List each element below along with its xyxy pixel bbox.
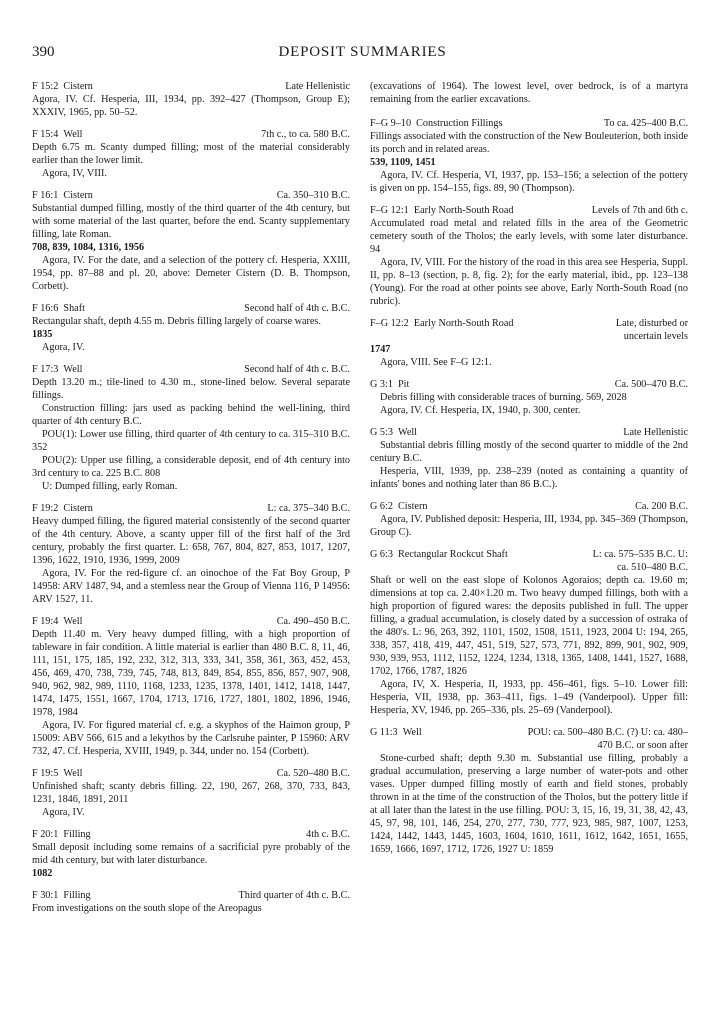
deposit-date: POU: ca. 500–480 B.C. (?) U: ca. 480–470 B.C. or soon after bbox=[527, 727, 688, 751]
deposit-reference: Agora, VIII. See F–G 12:1. bbox=[380, 357, 492, 368]
deposit-entry bbox=[370, 500, 688, 539]
deposit-date: Levels of 7th and 6th c. bbox=[591, 205, 688, 216]
deposit-reference: Agora, IV. bbox=[42, 807, 85, 818]
deposit-entry bbox=[32, 828, 350, 880]
deposit-reference: Agora, IV. Cf. Hesperia, IX, 1940, p. 300, center. bbox=[380, 405, 581, 416]
deposit-type: Well bbox=[402, 727, 422, 738]
deposit-entry bbox=[32, 889, 350, 915]
deposit-entry bbox=[32, 189, 350, 293]
deposit-reference: Hesperia, VIII, 1939, pp. 238–239 (noted as containing a quantity of infants' bones and nothing later than 86 B.C.). bbox=[370, 466, 688, 490]
deposit-entry bbox=[32, 502, 350, 606]
deposit-description: Substantial debris filling mostly of the second quarter to middle of the 2nd century B.C. bbox=[370, 440, 688, 464]
deposit-type: Filling bbox=[63, 829, 91, 840]
deposit-reference: Agora, IV, VIII. bbox=[42, 168, 107, 179]
deposit-date: 4th c. B.C. bbox=[306, 829, 350, 840]
deposit-date: L: ca. 375–340 B.C. bbox=[267, 503, 350, 514]
deposit-description: Depth 13.20 m.; tile-lined to 4.30 m., stone-lined below. Several separate fillings. bbox=[32, 377, 350, 401]
deposit-id: F 16:1 bbox=[32, 190, 59, 201]
deposit-entry bbox=[370, 117, 688, 195]
deposit-type: Well bbox=[63, 129, 83, 140]
deposit-reference: Agora, IV. Cf. Hesperia, VI, 1937, pp. 153–156; a selection of the pottery is given on pp. 154–155, figs. 89, 90 (Thompson). bbox=[370, 170, 688, 194]
deposit-description: Agora, IV. Cf. Hesperia, III, 1934, pp. 392–427 (Thompson, Group E); XXXIV, 1965, pp. 50–52. bbox=[32, 94, 350, 118]
deposit-entry bbox=[32, 302, 350, 354]
left-column bbox=[32, 80, 350, 924]
deposit-id: G 3:1 bbox=[370, 379, 393, 390]
deposit-type: Shaft bbox=[63, 303, 85, 314]
right-column bbox=[370, 80, 688, 865]
continued-text: (excavations of 1964). The lowest level, over bedrock, is of a martyra remaining from the earlier excavations. bbox=[370, 81, 688, 105]
deposit-id: F 15:4 bbox=[32, 129, 59, 140]
deposit-date: Late Hellenistic bbox=[623, 427, 688, 438]
deposit-reference: Agora, IV, X. Hesperia, II, 1933, pp. 456–461, figs. 5–10. Lower fill: Hesperia, VII, 1938, pp. 363–411, figs. 1–49 (Vanderpool). Upper fill: Hesperia, XV, 1946, pp. 265–336, pls. 25–69 (Vanderpool). bbox=[370, 679, 688, 716]
deposit-description: Depth 6.75 m. Scanty dumped filling; most of the material considerably earlier than the lower limit. bbox=[32, 142, 350, 166]
deposit-type: Well bbox=[63, 364, 83, 375]
deposit-id: F 17:3 bbox=[32, 364, 59, 375]
deposit-date: Ca. 200 B.C. bbox=[635, 501, 688, 512]
deposit-filling: POU(2): Upper use filling, a considerable deposit, end of 4th century into 3rd century to ca. 225 B.C. 808 bbox=[32, 455, 350, 479]
deposit-id: G 6:3 bbox=[370, 549, 393, 560]
page-number: 390 bbox=[32, 44, 55, 60]
deposit-type: Construction Fillings bbox=[416, 118, 503, 129]
deposit-entry bbox=[32, 615, 350, 758]
deposit-description: Substantial dumped filling, mostly of the third quarter of the 4th century, but with some material of the last quarter, before the end. Scanty supplementary filling, late Roman. bbox=[32, 203, 350, 240]
deposit-type: Well bbox=[398, 427, 417, 438]
deposit-date: L: ca. 575–535 B.C. U: ca. 510–480 B.C. bbox=[592, 549, 688, 573]
page-title: DEPOSIT SUMMARIES bbox=[278, 44, 447, 60]
deposit-description: Debris filling with considerable traces of burning. 569, 2028 bbox=[380, 392, 627, 403]
deposit-type: Cistern bbox=[63, 503, 93, 514]
deposit-reference: Agora, IV. bbox=[42, 342, 85, 353]
deposit-description: Small deposit including some remains of a sacrificial pyre probably of the mid 4th century, but with later disturbance. bbox=[32, 842, 350, 866]
catalogue-numbers: 708, 839, 1084, 1316, 1956 bbox=[32, 242, 145, 253]
deposit-date: Ca. 490–450 B.C. bbox=[276, 616, 350, 627]
deposit-type: Well bbox=[63, 616, 83, 627]
deposit-description: Heavy dumped filling, the figured material consistently of the second quarter of the 4th century. Above, a scanty upper fill of the first half of the 3rd century, probably the first quarter. L: 658, 767, 804, 827, 853, 1017, 1207, 1396, 1622, 1910, 1936, 1999, 2009 bbox=[32, 516, 350, 566]
deposit-date: Second half of 4th c. B.C. bbox=[244, 303, 350, 314]
catalogue-numbers: 1747 bbox=[370, 344, 391, 355]
deposit-id: F 19:5 bbox=[32, 768, 59, 779]
deposit-id: F 19:4 bbox=[32, 616, 59, 627]
deposit-entry bbox=[370, 317, 688, 369]
deposit-date: Late, disturbed or uncertain levels bbox=[615, 318, 688, 342]
deposit-id: G 11:3 bbox=[370, 727, 398, 738]
deposit-description: Accumulated road metal and related fills in the area of the Geometric cemetery south of the Tholos; the early levels, with some later disturbance. 94 bbox=[370, 218, 688, 255]
deposit-filling: POU(1): Lower use filling, third quarter of 4th century to ca. 315–310 B.C. 352 bbox=[32, 429, 350, 453]
deposit-entry bbox=[370, 548, 688, 717]
deposit-type: Early North-South Road bbox=[413, 318, 514, 329]
deposit-description: Rectangular shaft, depth 4.55 m. Debris filling largely of coarse wares. bbox=[32, 316, 321, 327]
deposit-description: Shaft or well on the east slope of Kolonos Agoraios; depth ca. 19.60 m; dimensions at top ca. 2.40×1.20 m. Two heavy dumped fillings, both with a high proportion of figured wares: the deposits published in full. The upper filling, a gradual accumulation, is closely dated by a succession of ostraka of the 480's. L: 96, 263, 392, 1101, 1502, 1508, 1511, 1923, 2004 U: 194, 265, 338, 357, 418, 419, 447, 451, 519, 527, 573, 771, 892, 899, 901, 902, 909, 930, 939, 953, 1112, 1152, 1224, 1234, 1318, 1365, 1408, 1441, 1527, 1688, 1702, 1766, 1787, 1826 bbox=[370, 575, 688, 677]
deposit-id: F 16:6 bbox=[32, 303, 59, 314]
deposit-id: G 5:3 bbox=[370, 427, 393, 438]
deposit-type: Rectangular Rockcut Shaft bbox=[398, 549, 508, 560]
deposit-type: Filling bbox=[63, 890, 91, 901]
catalogue-numbers: 1082 bbox=[32, 868, 53, 879]
deposit-entry bbox=[32, 363, 350, 493]
catalogue-numbers: 1835 bbox=[32, 329, 53, 340]
deposit-date: Late Hellenistic bbox=[285, 81, 350, 92]
deposit-entry bbox=[32, 128, 350, 180]
deposit-id: F–G 12:1 bbox=[370, 205, 409, 216]
deposit-date: Second half of 4th c. B.C. bbox=[244, 364, 350, 375]
deposit-entry bbox=[32, 80, 350, 119]
deposit-id: F 30:1 bbox=[32, 890, 59, 901]
deposit-description: Depth 11.40 m. Very heavy dumped filling, with a high proportion of tableware in fair condition. A little material is earlier than 480 B.C. 8, 11, 46, 111, 151, 175, 185, 192, 232, 312, 313, 333, 341, 358, 361, 363, 452, 453, 456, 469, 470, 738, 739, 745, 748, 813, 849, 854, 855, 856, 857, 907, 908, 940, 962, 982, 989, 1110, 1168, 1233, 1235, 1378, 1401, 1412, 1418, 1447, 1474, 1475, 1551, 1667, 1704, 1713, 1716, 1727, 1801, 1802, 1896, 1946, 1978, 1984 bbox=[32, 629, 350, 718]
deposit-id: F 19:2 bbox=[32, 503, 59, 514]
deposit-date: Ca. 500–470 B.C. bbox=[614, 379, 688, 390]
deposit-date: Third quarter of 4th c. B.C. bbox=[238, 890, 350, 901]
deposit-reference: Agora, IV. For figured material cf. e.g. a skyphos of the Haimon group, P 15009: ABV 566, 615 and a lekythos by the Carlsruhe painter, P 15960: ARV 732, 47. Cf. Hesperia, XVIII, 1949, p. 344, under no. 154 (Corbett). bbox=[32, 720, 350, 757]
deposit-filling: Construction filling: jars used as packing behind the well-lining, third quarter of 4th century B.C. bbox=[32, 403, 350, 427]
deposit-id: F 15:2 bbox=[32, 81, 59, 92]
deposit-type: Cistern bbox=[398, 501, 428, 512]
deposit-type: Cistern bbox=[63, 190, 93, 201]
deposit-date: Ca. 350–310 B.C. bbox=[276, 190, 350, 201]
deposit-id: F–G 12:2 bbox=[370, 318, 409, 329]
deposit-reference: Agora, IV. Published deposit: Hesperia, III, 1934, pp. 345–369 (Thompson, Group C). bbox=[370, 514, 688, 538]
deposit-entry bbox=[370, 426, 688, 491]
deposit-date: 7th c., to ca. 580 B.C. bbox=[261, 129, 350, 140]
deposit-description: Unfinished shaft; scanty debris filling. 22, 190, 267, 268, 370, 733, 843, 1231, 1846, 1891, 2011 bbox=[32, 781, 350, 805]
deposit-description: Fillings associated with the construction of the New Bouleuterion, both inside its porch and in related areas. bbox=[370, 131, 688, 155]
deposit-filling: U: Dumped filling, early Roman. bbox=[42, 481, 178, 492]
deposit-entry bbox=[32, 767, 350, 819]
deposit-entry bbox=[370, 204, 688, 308]
deposit-entry bbox=[370, 378, 688, 417]
deposit-description: From investigations on the south slope of the Areopagus bbox=[32, 903, 262, 914]
deposit-description: Stone-curbed shaft; depth 9.30 m. Substantial use filling, probably a gradual accumulation, preserving a large number of water-pots and other vases. Upper dumped filling mostly of earth and field stones, probably thrown in at the time of the construction of the Tholos, but the pottery little if at all later than the latest in the use filling. POU: 3, 15, 16, 19, 31, 38, 42, 43, 45, 97, 98, 101, 146, 254, 270, 277, 730, 777, 923, 985, 987, 1007, 1253, 1424, 1442, 1443, 1445, 1603, 1604, 1610, 1611, 1612, 1642, 1651, 1655, 1659, 1666, 1697, 1712, 1726, 1927 U: 1859 bbox=[370, 753, 688, 855]
deposit-date: Ca. 520–480 B.C. bbox=[276, 768, 350, 779]
deposit-id: F 20:1 bbox=[32, 829, 59, 840]
deposit-type: Cistern bbox=[63, 81, 93, 92]
deposit-id: G 6:2 bbox=[370, 501, 393, 512]
deposit-id: F–G 9–10 bbox=[370, 118, 412, 129]
catalogue-numbers: 539, 1109, 1451 bbox=[370, 157, 436, 168]
deposit-date: To ca. 425–400 B.C. bbox=[603, 118, 688, 129]
deposit-reference: Agora, IV. For the red-figure cf. an oinochoe of the Fat Boy Group, P 14958: ARV 1487, 94, and a stemless near the Group of Vienna 116, P 14956: ARV 1527, 11. bbox=[32, 568, 350, 605]
deposit-entry bbox=[370, 726, 688, 856]
deposit-reference: Agora, IV. For the date, and a selection of the pottery cf. Hesperia, XXIII, 1954, pp. 87–88 and pl. 20, above: Demeter Cistern (D. B. Thompson, Corbett). bbox=[32, 255, 350, 292]
deposit-type: Well bbox=[63, 768, 83, 779]
deposit-type: Pit bbox=[398, 379, 410, 390]
deposit-reference: Agora, IV, VIII. For the history of the road in this area see Hesperia, Suppl. II, pp. 8–13 (section, p. 8, fig. 2); for the early material, ibid., pp. 123–138 (Young). For the road at other points see above, Early North-South Road (no rubric). bbox=[370, 257, 688, 307]
deposit-type: Early North-South Road bbox=[413, 205, 514, 216]
